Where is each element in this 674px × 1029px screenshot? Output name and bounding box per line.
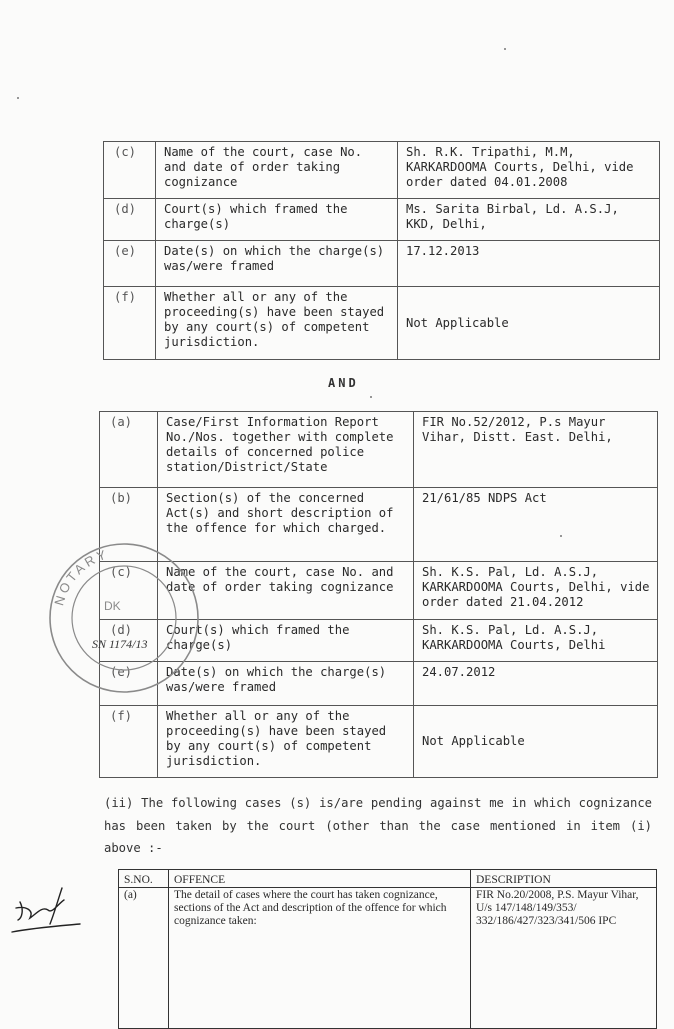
table-row (100, 488, 658, 562)
table-row (119, 888, 657, 1029)
row-answer: Sh. R.K. Tripathi, M.M, KARKARDOOMA Courts, Delhi, vide order dated 04.01.2008 (398, 142, 660, 199)
and-separator: AND (328, 376, 359, 390)
row-label: (f) (104, 287, 156, 360)
row-answer: Not Applicable (414, 706, 658, 778)
row-question: Court(s) which framed the charge(s) (158, 620, 414, 662)
row-question: Name of the court, case No. and date of order taking cognizance (158, 562, 414, 620)
charges-table-2 (99, 411, 658, 778)
header-offence: OFFENCE (169, 870, 471, 888)
table-row (104, 241, 660, 287)
row-description: FIR No.20/2008, P.S. Mayur Vihar, U/s 147/148/149/353/ 332/186/427/323/341/506 IPC (471, 888, 657, 1029)
table-row (104, 287, 660, 360)
row-answer: Ms. Sarita Birbal, Ld. A.S.J, KKD, Delhi, (398, 199, 660, 241)
row-question: Case/First Information Report No./Nos. together with complete details of concerned police station/District/State (158, 412, 414, 488)
stamp-line-1: DK (104, 599, 121, 613)
row-answer: Not Applicable (398, 287, 660, 360)
signature (6, 880, 86, 940)
table-row (100, 706, 658, 778)
row-question: Whether all or any of the proceeding(s) have been stayed by any court(s) of competent jurisdiction. (158, 706, 414, 778)
table-row (100, 562, 658, 620)
row-label: (d) (104, 199, 156, 241)
row-question: Whether all or any of the proceeding(s) have been stayed by any court(s) of competent jurisdiction. (156, 287, 398, 360)
row-label: (f) (100, 706, 158, 778)
row-label: (d) (100, 620, 158, 662)
header-description: DESCRIPTION (471, 870, 657, 888)
row-label: (c) (104, 142, 156, 199)
row-label: (b) (100, 488, 158, 562)
row-answer: 17.12.2013 (398, 241, 660, 287)
table-row (104, 199, 660, 241)
row-question: Date(s) on which the charge(s) was/were framed (158, 662, 414, 706)
pending-cases-paragraph: (ii) The following cases (s) is/are pending against me in which cognizance has been taken by the court (other than the case mentioned in item (i) above :- (104, 796, 652, 855)
stamp-ring-text: NOTARY (51, 546, 111, 608)
table-row (104, 142, 660, 199)
row-label: (e) (104, 241, 156, 287)
row-answer: 24.07.2012 (414, 662, 658, 706)
row-question: Section(s) of the concerned Act(s) and short description of the offence for which charged. (158, 488, 414, 562)
charges-table-1 (103, 141, 660, 360)
row-label: (c) (100, 562, 158, 620)
row-question: Court(s) which framed the charge(s) (156, 199, 398, 241)
header-sno: S.NO. (119, 870, 169, 888)
row-question: Date(s) on which the charge(s) was/were framed (156, 241, 398, 287)
row-answer: Sh. K.S. Pal, Ld. A.S.J, KARKARDOOMA Courts, Delhi (414, 620, 658, 662)
row-label: (e) (100, 662, 158, 706)
stamp-line-2: SN 1174/13 (92, 637, 148, 651)
pending-cases-table (118, 869, 657, 1029)
row-answer: FIR No.52/2012, P.s Mayur Vihar, Distt. East. Delhi, (414, 412, 658, 488)
row-sno: (a) (119, 888, 169, 1029)
row-offence: The detail of cases where the court has taken cognizance, sections of the Act and description of the offence for which cognizance taken: (169, 888, 471, 1029)
table-header-row (119, 870, 657, 888)
row-answer: 21/61/85 NDPS Act (414, 488, 658, 562)
table-row (100, 620, 658, 662)
table-row (100, 412, 658, 488)
row-label: (a) (100, 412, 158, 488)
table-row (100, 662, 658, 706)
row-question: Name of the court, case No. and date of order taking cognizance (156, 142, 398, 199)
row-answer: Sh. K.S. Pal, Ld. A.S.J, KARKARDOOMA Courts, Delhi, vide order dated 21.04.2012 (414, 562, 658, 620)
